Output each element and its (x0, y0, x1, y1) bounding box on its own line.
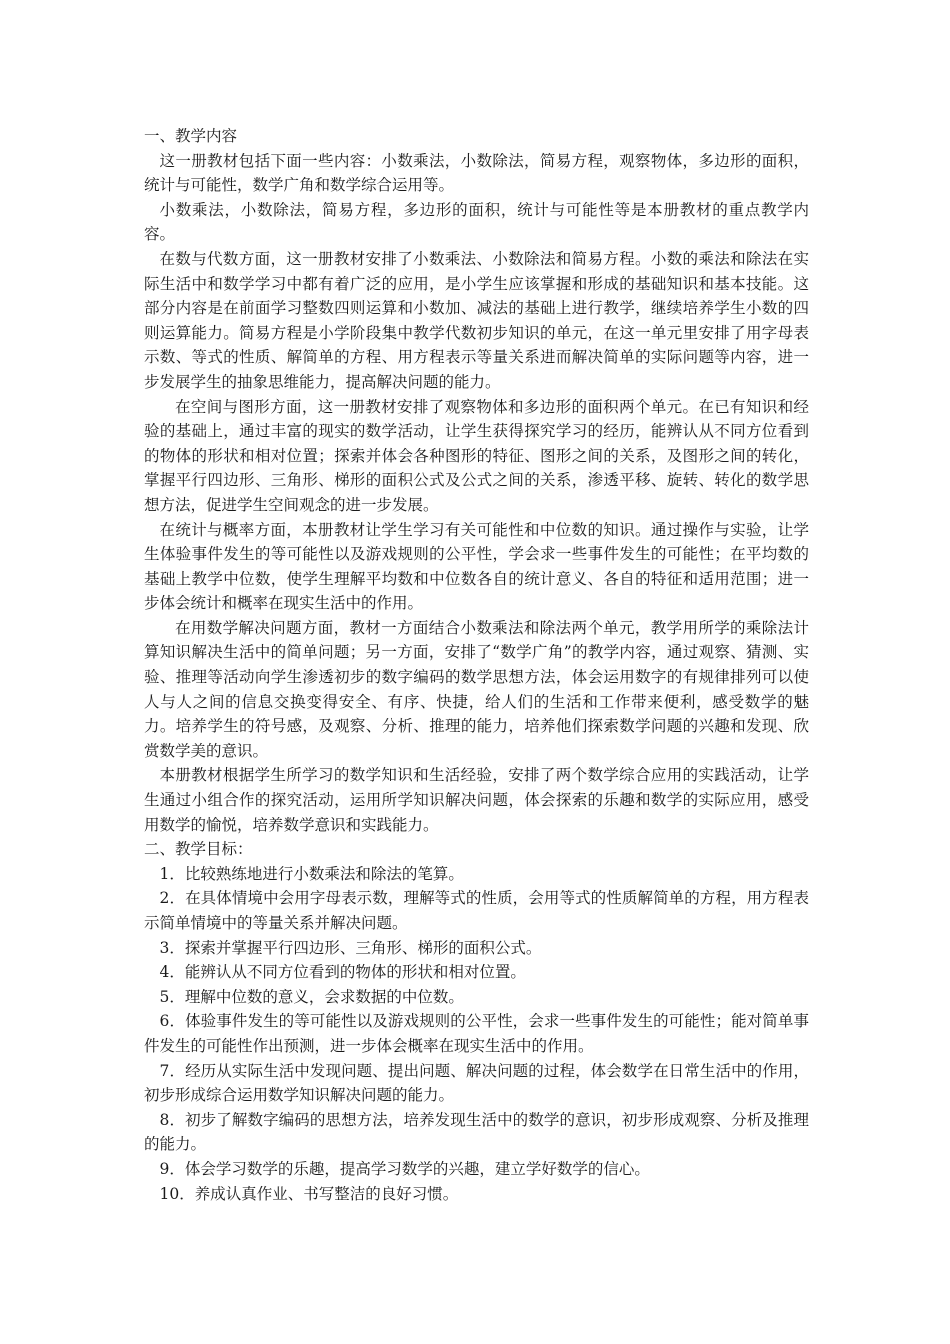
goal-item: 7．经历从实际生活中发现问题、提出问题、解决问题的过程，体会数学在日常生活中的作用，初步形成综合运用数学知识解决问题的能力。 (144, 1061, 809, 1105)
goal-item: 9．体会学习数学的乐趣，提高学习数学的兴趣，建立学好数学的信心。 (159, 1159, 650, 1178)
section-heading-goals: 二、教学目标： (144, 840, 253, 859)
paragraph-number-algebra: 在数与代数方面，这一册教材安排了小数乘法、小数除法和简易方程。小数的乘法和除法在实际生活中和数学学习中都有着广泛的应用，是小学生应该掌握和形成的基础知识和基本技能。这部分内容是在前面学习整数四则运算和小数加、减法的基础上进行教学，继续培养学生小数的四则运算能力。简易方程是小学阶段集中教学代数初步知识的单元，在这一单元里安排了用字母表示数、等式的性质、解简单的方程、用方程表示等量关系进而解决简单的实际问题等内容，进一步发展学生的抽象思维能力，提高解决问题的能力。 (144, 249, 809, 391)
goal-item: 6．体验事件发生的等可能性以及游戏规则的公平性，会求一些事件发生的可能性；能对简单事件发生的可能性作出预测，进一步体会概率在现实生活中的作用。 (144, 1012, 809, 1055)
document-page (144, 124, 809, 1206)
goal-item: 4．能辨认从不同方位看到的物体的形状和相对位置。 (159, 963, 526, 982)
goal-item: 3．探索并掌握平行四边形、三角形、梯形的面积公式。 (159, 938, 542, 957)
paragraph-statistics-probability: 在统计与概率方面，本册教材让学生学习有关可能性和中位数的知识。通过操作与实验，让学生体验事件发生的等可能性以及游戏规则的公平性，学会求一些事件发生的可能性；在平均数的基础上教学中位数，使学生理解平均数和中位数各自的统计意义、各自的特征和适用范围；进一步体会统计和概率在现实生活中的作用。 (144, 520, 809, 613)
paragraph-key-content: 小数乘法，小数除法，简易方程，多边形的面积，统计与可能性等是本册教材的重点教学内容。 (144, 200, 809, 244)
paragraph-practice-activities: 本册教材根据学生所学习的数学知识和生活经验，安排了两个数学综合应用的实践活动，让学生通过小组合作的探究活动，运用所学知识解决问题，体会探索的乐趣和数学的实际应用，感受用数学的愉悦，培养数学意识和实践能力。 (144, 766, 809, 834)
paragraph-space-geometry: 在空间与图形方面，这一册教材安排了观察物体和多边形的面积两个单元。在已有知识和经验的基础上，通过丰富的现实的数学活动，让学生获得探究学习的经历，能辨认从不同方位看到的物体的形状和相对位置；探索并体会各种图形的特征、图形之间的关系，及图形之间的转化，掌握平行四边形、三角形、梯形的面积公式及公式之间的关系，渗透平移、旋转、转化的数学思想方法，促进学生空间观念的进一步发展。 (144, 397, 809, 514)
goal-item: 10．养成认真作业、书写整洁的良好习惯。 (159, 1184, 459, 1203)
section-heading-content: 一、教学内容 (144, 127, 238, 145)
paragraph-overview: 这一册教材包括下面一些内容：小数乘法，小数除法，简易方程，观察物体，多边形的面积，统计与可能性，数学广角和数学综合运用等。 (144, 151, 809, 195)
goal-item: 1．比较熟练地进行小数乘法和除法的笔算。 (159, 864, 464, 883)
paragraph-problem-solving: 在用数学解决问题方面，教材一方面结合小数乘法和除法两个单元，教学用所学的乘除法计算知识解决生活中的简单问题；另一方面，安排了“数学广角”的教学内容，通过观察、猜测、实验、推理等活动向学生渗透初步的数字编码的数学思想方法，体会运用数字的有规律排列可以使人与人之间的信息交换变得安全、有序、快捷，给人们的生活和工作带来便利，感受数学的魅力。培养学生的符号感，及观察、分析、推理的能力，培养他们探索数学问题的兴趣和发现、欣赏数学美的意识。 (144, 618, 809, 760)
goal-item: 2．在具体情境中会用字母表示数，理解等式的性质，会用等式的性质解简单的方程，用方程表示简单情境中的等量关系并解决问题。 (144, 889, 809, 932)
goal-item: 8．初步了解数字编码的思想方法，培养发现生活中的数学的意识，初步形成观察、分析及推理的能力。 (144, 1110, 809, 1154)
goal-item: 5．理解中位数的意义，会求数据的中位数。 (159, 987, 464, 1006)
